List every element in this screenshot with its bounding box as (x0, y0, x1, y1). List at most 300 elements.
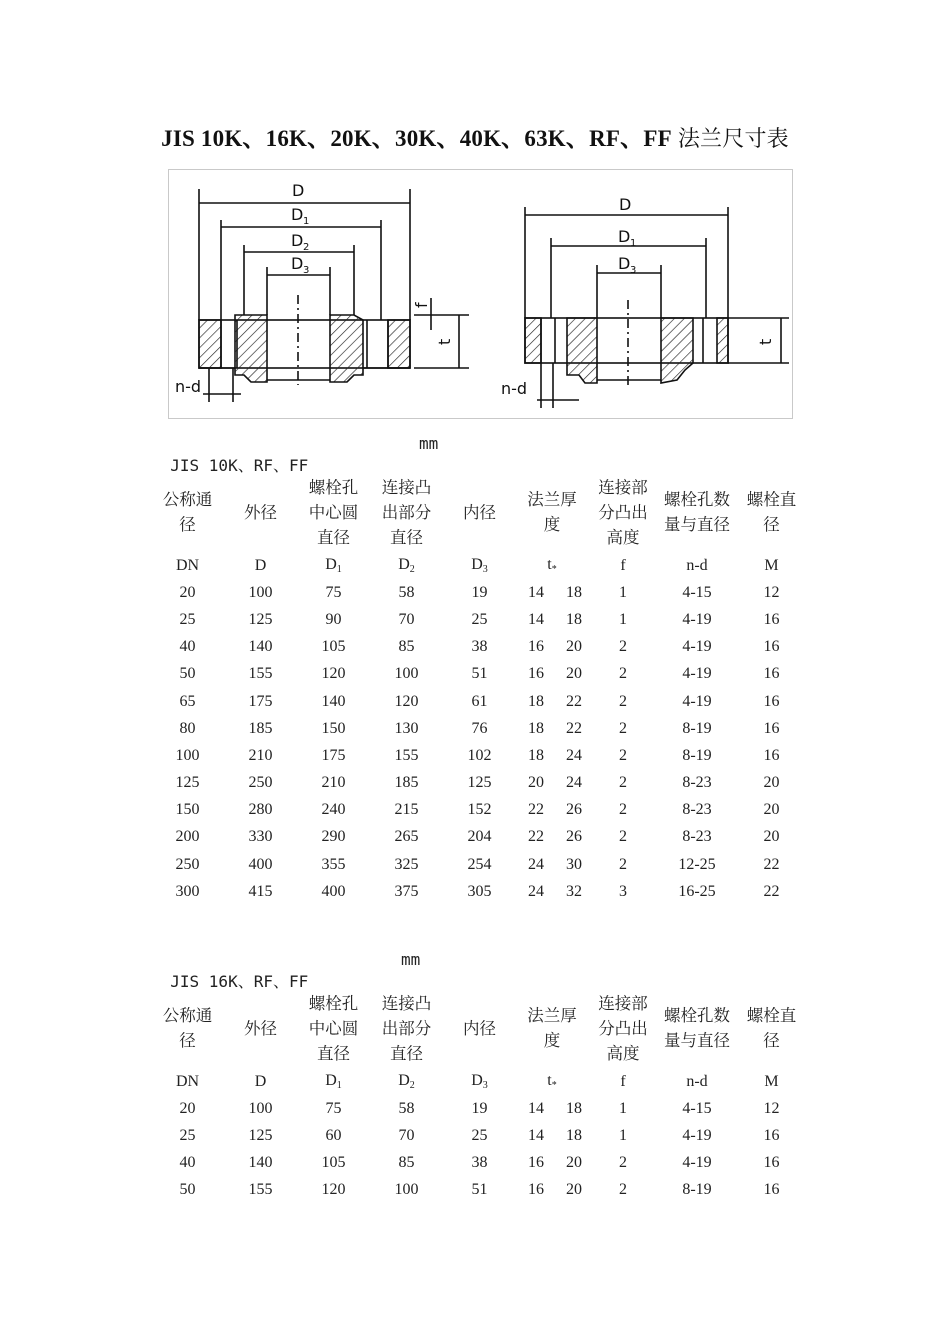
thickness-rf: 22 (566, 719, 582, 737)
symbol-cell: $t_*$ (547, 1072, 557, 1092)
table-cell: 254 (467, 855, 492, 873)
column-header-line: 连接部 (598, 993, 648, 1013)
column-header-line: 外径 (244, 502, 277, 522)
table-cell: 400 (321, 882, 346, 900)
symbol-row (151, 1068, 807, 1095)
column-header (516, 472, 588, 552)
symbol-cell: $D_3$ (471, 556, 488, 576)
table-cell: 125 (248, 1126, 273, 1144)
table-cell: 4-15 (682, 583, 712, 601)
table-cell: 125 (175, 774, 200, 792)
thickness-ff: 24 (528, 855, 544, 873)
column-header (151, 988, 224, 1068)
table-cell: 130 (394, 719, 419, 737)
thickness-cell (516, 606, 588, 633)
thickness-rf: 20 (566, 1154, 582, 1172)
column-header-line: 螺栓孔数 (664, 1006, 730, 1025)
thickness-rf: 18 (566, 583, 582, 601)
table-cell: 25 (471, 610, 488, 628)
table-cell: 2 (619, 828, 627, 846)
table-cell: 40 (179, 1154, 196, 1172)
table-cell: 20 (763, 801, 780, 819)
thickness-cell (516, 1122, 588, 1149)
thickness-pair (516, 1127, 588, 1145)
table-cell: 155 (394, 746, 419, 764)
table-cell: 2 (619, 746, 627, 764)
table-cell: 16 (763, 692, 780, 710)
table-cell: 240 (321, 801, 346, 819)
dim-label-f: f (412, 302, 431, 308)
table-row (151, 851, 807, 878)
thickness-cell (516, 688, 588, 715)
table-cell: 2 (619, 692, 627, 710)
thickness-ff: 14 (528, 1099, 544, 1117)
table-cell: 290 (321, 828, 346, 846)
table-cell: 120 (321, 1181, 346, 1199)
dim-label-D2-sub: 2 (303, 242, 310, 253)
table-row (151, 1095, 807, 1122)
symbol-cell: D (254, 1072, 267, 1090)
symbol-subscript: 1 (336, 1080, 342, 1092)
table1-caption-text: JIS 10K、RF、FF (170, 456, 309, 475)
thickness-ff: 20 (528, 774, 544, 792)
table-cell: 105 (321, 1154, 346, 1172)
table-cell: 65 (179, 692, 196, 710)
table-cell: 185 (394, 774, 419, 792)
title-bold-part: JIS 10K、16K、20K、30K、40K、63K、RF、FF (161, 126, 672, 151)
thickness-cell (516, 1177, 588, 1204)
table-cell: 70 (398, 1126, 415, 1144)
column-header-line: 法兰厚 (527, 1006, 577, 1025)
table-row (151, 661, 807, 688)
table-cell: 2 (619, 855, 627, 873)
table-cell: 2 (619, 665, 627, 683)
column-header-line: 中心圆 (308, 1018, 359, 1038)
table-cell: 250 (248, 774, 273, 792)
column-header-line: 直径 (390, 527, 423, 547)
table-row (151, 606, 807, 633)
column-header-line: 度 (543, 1031, 561, 1050)
table1-unit: mm (419, 434, 439, 453)
symbol-cell: M (764, 1072, 779, 1090)
table-cell: 100 (394, 665, 419, 683)
table-cell: 415 (248, 882, 273, 900)
dim-label-D3: D (291, 254, 304, 273)
column-header-line: 度 (543, 515, 561, 534)
symbol-subscript: 2 (409, 1080, 415, 1092)
table-cell: 8-23 (682, 828, 712, 846)
column-header-line: 连接部 (598, 477, 648, 497)
thickness-rf: 26 (566, 801, 582, 819)
thickness-pair (516, 584, 588, 602)
column-header (297, 472, 370, 552)
flange-table-16k (151, 988, 807, 1204)
table-cell: 50 (179, 1181, 196, 1199)
table-cell: 4-19 (682, 1154, 712, 1172)
table-cell: 4-19 (682, 1126, 712, 1144)
dim-label-D3-sub: 3 (303, 265, 310, 276)
symbol-cell: $D_2$ (398, 556, 415, 576)
table-cell: 8-19 (682, 746, 712, 764)
thickness-rf: 26 (566, 828, 582, 846)
column-header (151, 472, 224, 552)
dim-label-nd: n-d (175, 377, 202, 396)
thickness-rf: 32 (566, 882, 582, 900)
thickness-cell (516, 824, 588, 851)
table-cell: 16-25 (678, 882, 716, 900)
table-cell: 22 (763, 882, 780, 900)
table-cell: 19 (471, 583, 488, 601)
table-cell: 100 (248, 1099, 273, 1117)
table-cell: 400 (248, 855, 273, 873)
thickness-pair (516, 1100, 588, 1118)
symbol-subscript: 2 (409, 564, 415, 576)
table-cell: 51 (471, 1181, 488, 1199)
thickness-rf: 22 (566, 692, 582, 710)
table-cell: 16 (763, 638, 780, 656)
table-cell: 8-19 (682, 719, 712, 737)
thickness-ff: 14 (528, 610, 544, 628)
symbol-cell: M (764, 556, 779, 574)
column-header-line: 螺栓孔 (308, 477, 359, 497)
column-header (370, 988, 443, 1068)
thickness-ff: 18 (528, 719, 544, 737)
symbol-cell: f (620, 1072, 626, 1090)
table-cell: 100 (248, 583, 273, 601)
dim-label-D1: D (291, 205, 304, 224)
table-cell: 76 (471, 719, 488, 737)
table-row (151, 688, 807, 715)
table-cell: 175 (321, 746, 346, 764)
column-header-line: 高度 (606, 527, 640, 547)
thickness-rf: 24 (566, 774, 582, 792)
table-cell: 16 (763, 1154, 780, 1172)
flange-table-10k (151, 472, 807, 905)
thickness-ff: 14 (528, 583, 544, 601)
table-cell: 16 (763, 746, 780, 764)
table-cell: 300 (175, 882, 200, 900)
table-cell: 4-19 (682, 692, 712, 710)
thickness-cell (516, 851, 588, 878)
column-header (443, 472, 516, 552)
table-cell: 4-19 (682, 665, 712, 683)
dim-label-ff-nd: n-d (501, 379, 528, 398)
thickness-pair (516, 720, 588, 738)
table-cell: 38 (471, 638, 488, 656)
table-cell: 25 (471, 1126, 488, 1144)
dim-label-ff-D1-sub: 1 (630, 238, 637, 249)
thickness-cell (516, 797, 588, 824)
table-cell: 2 (619, 719, 627, 737)
symbol-cell: f (620, 556, 626, 574)
header-row (151, 988, 807, 1068)
title-chinese-part: 法兰尺寸表 (677, 127, 789, 152)
column-header (224, 472, 297, 552)
symbol-subscript: 3 (482, 1080, 488, 1092)
column-header (516, 988, 588, 1068)
thickness-pair (516, 638, 588, 656)
table-cell: 325 (394, 855, 419, 873)
column-header (370, 472, 443, 552)
header-row (151, 472, 807, 552)
table-cell: 140 (248, 1154, 273, 1172)
table-cell: 210 (321, 774, 346, 792)
table-cell: 1 (619, 1126, 627, 1144)
thickness-ff: 24 (528, 882, 544, 900)
table-cell: 4-19 (682, 610, 712, 628)
table2-caption (151, 950, 421, 992)
table-cell: 12-25 (678, 855, 716, 873)
thickness-rf: 18 (566, 1099, 582, 1117)
table-cell: 140 (248, 638, 273, 656)
table-cell: 70 (398, 610, 415, 628)
table-cell: 16 (763, 719, 780, 737)
column-header-line: 连接凸 (381, 993, 432, 1013)
table-cell: 210 (248, 746, 273, 764)
column-header-line: 连接凸 (381, 477, 432, 497)
column-header-line: 直径 (317, 1043, 350, 1063)
table2-unit: mm (401, 950, 421, 969)
table-row (151, 797, 807, 824)
thickness-pair (516, 828, 588, 846)
table-cell: 2 (619, 1181, 627, 1199)
dim-label-ff-D3-sub: 3 (630, 265, 637, 276)
table-cell: 20 (179, 583, 196, 601)
table-cell: 305 (467, 882, 492, 900)
table-cell: 140 (321, 692, 346, 710)
table-cell: 58 (398, 1099, 415, 1117)
table-cell: 125 (248, 610, 273, 628)
table-row (151, 1177, 807, 1204)
thickness-rf: 20 (566, 665, 582, 683)
thickness-rf: 30 (566, 855, 582, 873)
thickness-pair (516, 774, 588, 792)
column-header-line: 公称通 (162, 1006, 213, 1025)
symbol-cell: D (254, 556, 267, 574)
table-cell: 20 (763, 774, 780, 792)
column-header-line: 径 (763, 1031, 780, 1050)
column-header-line: 内径 (463, 502, 496, 522)
thickness-rf: 18 (566, 1126, 582, 1144)
table-cell: 3 (619, 882, 627, 900)
symbol-cell: DN (175, 556, 200, 574)
table-cell: 2 (619, 774, 627, 792)
table-cell: 100 (394, 1181, 419, 1199)
table-cell: 58 (398, 583, 415, 601)
table-row (151, 878, 807, 905)
symbol-subscript: 3 (482, 564, 488, 576)
table-cell: 40 (179, 638, 196, 656)
table-cell: 20 (763, 828, 780, 846)
dim-label-ff-t: t (756, 338, 775, 345)
table-cell: 152 (467, 801, 492, 819)
table-cell: 16 (763, 1181, 780, 1199)
table-row (151, 1122, 807, 1149)
table-cell: 375 (394, 882, 419, 900)
column-header-line: 直径 (390, 1043, 423, 1063)
symbol-cell: $D_1$ (325, 1072, 342, 1092)
symbol-cell: n-d (686, 556, 708, 574)
column-header-line: 分凸出 (598, 1018, 648, 1038)
table-cell: 8-23 (682, 774, 712, 792)
table-cell: 4-15 (682, 1099, 712, 1117)
table-cell: 150 (175, 801, 200, 819)
column-header-line: 出部分 (381, 1018, 432, 1038)
table-cell: 8-19 (682, 1181, 712, 1199)
thickness-ff: 16 (528, 665, 544, 683)
column-header-line: 径 (179, 515, 196, 534)
table-cell: 20 (179, 1099, 196, 1117)
column-header (736, 988, 807, 1068)
table-cell: 2 (619, 638, 627, 656)
dim-label-ff-D1: D (618, 227, 631, 246)
dim-label-ff-D3: D (618, 254, 631, 273)
table-cell: 250 (175, 855, 200, 873)
thickness-cell (516, 634, 588, 661)
table-cell: 102 (467, 746, 492, 764)
thickness-ff: 22 (528, 801, 544, 819)
table-cell: 12 (763, 583, 780, 601)
table-cell: 25 (179, 1126, 196, 1144)
thickness-cell (516, 742, 588, 769)
column-header (588, 472, 658, 552)
table-cell: 80 (179, 719, 196, 737)
thickness-cell (516, 579, 588, 606)
column-header-line: 螺栓孔数 (664, 490, 730, 509)
table-cell: 185 (248, 719, 273, 737)
column-header-line: 法兰厚 (527, 490, 577, 509)
thickness-cell (516, 661, 588, 688)
column-header-line: 螺栓直 (746, 490, 797, 509)
table-cell: 60 (325, 1126, 342, 1144)
table-cell: 75 (325, 583, 342, 601)
table-cell: 155 (248, 1181, 273, 1199)
column-header-line: 螺栓直 (746, 1006, 797, 1025)
symbol-cell: $D_2$ (398, 1072, 415, 1092)
symbol-cell: n-d (686, 1072, 708, 1090)
table-cell: 1 (619, 583, 627, 601)
symbol-subscript: * (551, 1080, 557, 1092)
symbol-row (151, 552, 807, 579)
thickness-ff: 22 (528, 828, 544, 846)
column-header-line: 直径 (317, 527, 350, 547)
column-header-line: 内径 (463, 1018, 496, 1038)
column-header-line: 螺栓孔 (308, 993, 359, 1013)
symbol-cell: $t_*$ (547, 556, 557, 576)
table-cell: 61 (471, 692, 488, 710)
table-cell: 38 (471, 1154, 488, 1172)
column-header (658, 988, 736, 1068)
column-header-line: 径 (179, 1031, 196, 1050)
table-cell: 8-23 (682, 801, 712, 819)
table-cell: 16 (763, 665, 780, 683)
thickness-pair (516, 1181, 588, 1199)
thickness-ff: 16 (528, 1154, 544, 1172)
flange-drawing (168, 169, 793, 419)
table-cell: 120 (321, 665, 346, 683)
table-cell: 175 (248, 692, 273, 710)
table-cell: 150 (321, 719, 346, 737)
table-cell: 75 (325, 1099, 342, 1117)
symbol-cell: DN (175, 1072, 200, 1090)
table-cell: 265 (394, 828, 419, 846)
table-cell: 12 (763, 1099, 780, 1117)
column-header-line: 径 (763, 515, 780, 534)
column-header-line: 高度 (606, 1043, 640, 1063)
column-header (736, 472, 807, 552)
thickness-rf: 18 (566, 610, 582, 628)
thickness-pair (516, 611, 588, 629)
table-cell: 85 (398, 1154, 415, 1172)
table-cell: 22 (763, 855, 780, 873)
thickness-cell (516, 1095, 588, 1122)
column-header-line: 中心圆 (308, 502, 359, 522)
column-header (297, 988, 370, 1068)
table-cell: 105 (321, 638, 346, 656)
table-row (151, 634, 807, 661)
thickness-cell (516, 715, 588, 742)
symbol-cell: $D_1$ (325, 556, 342, 576)
dim-label-D2: D (291, 231, 304, 250)
table-row (151, 579, 807, 606)
thickness-rf: 20 (566, 1181, 582, 1199)
thickness-rf: 24 (566, 746, 582, 764)
thickness-cell (516, 770, 588, 797)
thickness-pair (516, 883, 588, 901)
column-header-line: 出部分 (381, 502, 432, 522)
table-row (151, 770, 807, 797)
table-cell: 2 (619, 1154, 627, 1172)
column-header (658, 472, 736, 552)
thickness-pair (516, 665, 588, 683)
thickness-ff: 18 (528, 692, 544, 710)
column-header-line: 分凸出 (598, 502, 648, 522)
table-cell: 19 (471, 1099, 488, 1117)
table-cell: 1 (619, 610, 627, 628)
table-row (151, 824, 807, 851)
table-cell: 16 (763, 610, 780, 628)
column-header (588, 988, 658, 1068)
table-cell: 1 (619, 1099, 627, 1117)
thickness-cell (516, 1150, 588, 1177)
column-header-line: 量与直径 (664, 1031, 730, 1050)
table-cell: 330 (248, 828, 273, 846)
column-header-line: 外径 (244, 1018, 277, 1038)
thickness-cell (516, 878, 588, 905)
thickness-pair (516, 801, 588, 819)
column-header (224, 988, 297, 1068)
flange-ff-diagram (525, 207, 789, 408)
thickness-ff: 14 (528, 1126, 544, 1144)
symbol-cell: $D_3$ (471, 1072, 488, 1092)
table-cell: 90 (325, 610, 342, 628)
table-cell: 155 (248, 665, 273, 683)
table-cell: 4-19 (682, 638, 712, 656)
symbol-subscript: * (551, 564, 557, 576)
table-cell: 50 (179, 665, 196, 683)
table-row (151, 742, 807, 769)
table-cell: 355 (321, 855, 346, 873)
dim-label-D1-sub: 1 (303, 216, 310, 227)
table-cell: 100 (175, 746, 200, 764)
table-cell: 204 (467, 828, 492, 846)
thickness-ff: 18 (528, 746, 544, 764)
column-header-line: 公称通 (162, 490, 213, 509)
dim-label-ff-D: D (619, 195, 632, 214)
table-cell: 215 (394, 801, 419, 819)
thickness-pair (516, 693, 588, 711)
table-cell: 25 (179, 610, 196, 628)
